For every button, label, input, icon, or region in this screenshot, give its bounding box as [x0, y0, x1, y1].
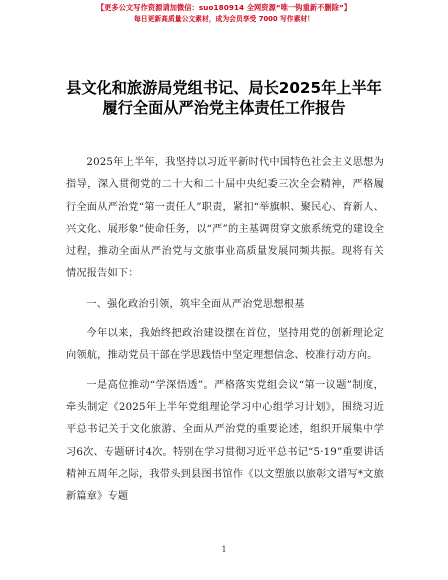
- document-body: [66, 152, 384, 508]
- title-line-1: 县文化和旅游局党组书记、局长2025年上半年: [66, 79, 382, 97]
- page-number: 1: [221, 545, 227, 554]
- banner-line-2: 每日更新高质量公文素材，成为会员享受 7000 写作素材！: [134, 15, 314, 23]
- body-paragraph: 一是高位推动“学深悟透”。严格落实党组会议“第一议题”制度，牵头制定《2025年上半年党组理论学习中心组学习计划》，围绕习近平总书记关于文化旅游、全面从严治党的重要论述，组织开展集中学习6次、专题研讨4次。特别在学习贯彻习近平总书记“5·19”重要讲话精神五周年之际，我带头到县图书馆作《以文塑旅以旅彰文谱写*文旅新篇章》专题: [66, 379, 384, 503]
- banner-line-1: 【更多公文写作资源请加微信：suo180914 全网资源“唯一钩重新不删除”】: [96, 3, 352, 12]
- intro-paragraph: 2025年上半年，我坚持以习近平新时代中国特色社会主义思想为指导，深入贯彻党的二十大和二十届中央纪委三次全会精神，严格履行全面从严治党“第一责任人”职责，紧扣“举旗帜、聚民心、育新人、兴文化、展形象”使命任务，以“严”的主基调贯穿文旅系统党的建设全过程，推动全面从严治党与文旅事业高质量发展同频共振。现将有关情况报告如下：: [66, 157, 384, 280]
- title-line-2: 履行全面从严治党主体责任工作报告: [102, 99, 346, 117]
- body-paragraph: 今年以来，我始终把政治建设摆在首位，坚持用党的创新理论定向领航，推动党员干部在学思践悟中坚定理想信念、校准行动方向。: [66, 328, 384, 362]
- section-heading: 一、强化政治引领，筑牢全面从严治党思想根基: [86, 298, 305, 310]
- document-title: [0, 78, 448, 118]
- promo-banner: [0, 2, 448, 25]
